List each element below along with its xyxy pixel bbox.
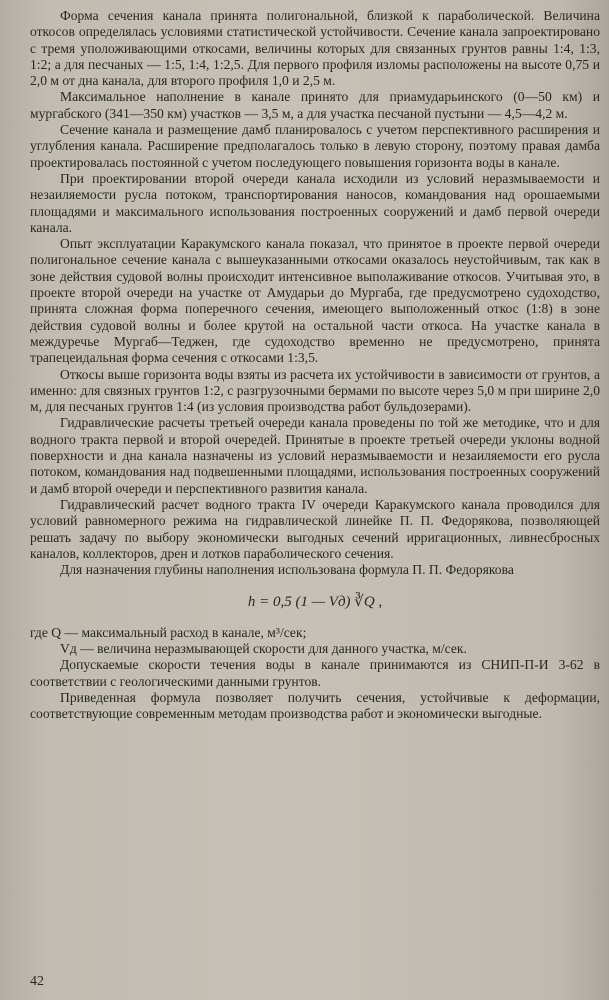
paragraph: Сечение канала и размещение дамб планировалось с учетом перспективного расширения и углубления канала. Расширение предполагалось только в левую сторону, поэтому правая дамба проектировалась постоянной с учетом последующего повышения горизонта воды в канале.	[30, 122, 600, 170]
formula-where-v: Vд — величина неразмывающей скорости для данного участка, м/сек.	[60, 640, 467, 656]
paragraph: Форма сечения канала принята полигональной, близкой к параболической. Величина откосов определялась условиями статистической устойчивости. Сечение канала запроектировано с тремя уположивающими откосами, величины которых для связанных грунтов равны 1:4, 1:3, 1:2; а для песчаных — 1:5, 1:4, 1:2,5. Для первого профиля изломы расположены на высоте 0,75 и 2,0 м от дна канала, для второго профиля 1,0 и 2,5 м.	[30, 8, 600, 89]
body-text	[30, 8, 600, 722]
paragraph: Допускаемые скорости течения воды в канале принимаются из СНИП-П-И 3-62 в соответствии с геологическими данными грунтов.	[30, 657, 600, 689]
paragraph: При проектировании второй очереди канала исходили из условий неразмываемости и незаиляемости русла потоком, транспортирования наносов, командования над орошаемыми площадями и максимального использования построенных сооружений и дамб первой очереди канала.	[30, 170, 600, 235]
fedoryakov-formula: h = 0,5 (1 — Vд) ∛Q ,	[247, 594, 383, 611]
paragraph: Максимальное наполнение в канале принято для приамударьинского (0—50 км) и мургабского (341—350 км) участков — 3,5 м, а для участка песчаной пустыни — 4,5—4,2 м.	[30, 89, 600, 121]
paragraph: Опыт эксплуатации Каракумского канала показал, что принятое в проекте первой очереди полигональное сечение канала с вышеуказанными откосами оказалось неустойчивым, так как в зоне действия судовой волны происходит интенсивное выполаживание откосов. Учитывая это, в проекте второй очереди на участке от Амударьи до Мургаба, где предусмотрено судоходство, принята сложная форма поперечного сечения, имеющего выположенный откос (1:8) в зоне действия судовой волны и более крутой на остальной части откоса. На участке канала в междуречье Мургаб—Теджен, где судоходство временно не предусмотрено, принята трапецеидальная форма сечения с откосами 1:3,5.	[30, 236, 600, 366]
page-number: 42	[30, 974, 44, 989]
formula-where-q: где Q — максимальный расход в канале, м³/сек;	[30, 624, 307, 640]
paragraph: Гидравлический расчет водного тракта IV очереди Каракумского канала проводился для условий равномерного режима на гидравлической линейке П. П. Федорякова, позволяющей решать задачу по выбору экономически выгодных сечений ирригационных, ливнесбросных каналов, коллекторов, дрен и лотков параболического сечения.	[30, 496, 600, 561]
paragraph: Для назначения глубины наполнения использована формула П. П. Федорякова	[60, 562, 514, 578]
paragraph: Гидравлические расчеты третьей очереди канала проведены по той же методике, что и для водного тракта первой и второй очередей. Принятые в проекте третьей очереди уклоны водной поверхности и дна канала назначены из условий неразмываемости и незаиляемости его русла потоком, командования над подвешенными площадями, использования построенных сооружений и дамб второй очереди и перспективного развития канала.	[30, 415, 600, 496]
paragraph: Откосы выше горизонта воды взяты из расчета их устойчивости в зависимости от грунтов, а именно: для связных грунтов 1:2, с разгрузочными бермами по высоте через 5,0 м при ширине 2,0 м, для песчаных грунтов 1:4 (из условия производства работ бульдозерами).	[30, 366, 600, 415]
paragraph: Приведенная формула позволяет получить сечения, устойчивые к деформации, соответствующие современным методам производства работ и экономически выгодные.	[30, 689, 600, 722]
